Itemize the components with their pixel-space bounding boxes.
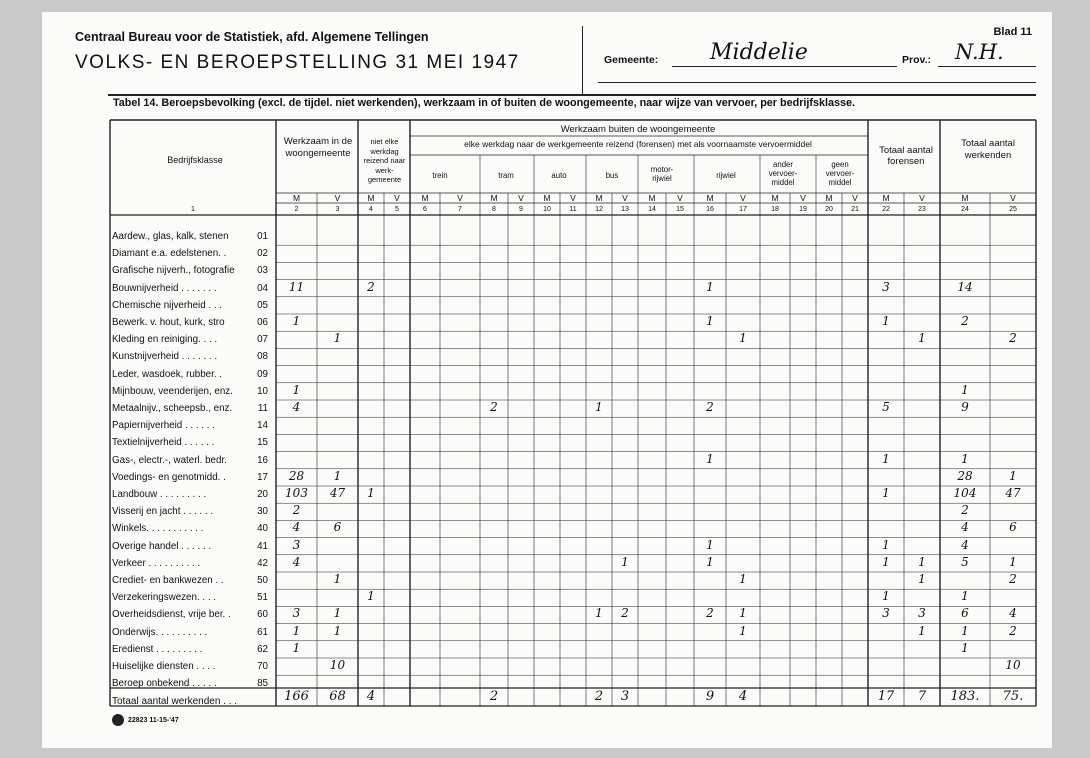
row-label: Visserij en jacht . . . . . . bbox=[112, 506, 214, 518]
handwritten-cell: 1 bbox=[961, 640, 969, 655]
row-code: 08 bbox=[257, 351, 268, 363]
column-number: 4 bbox=[369, 206, 373, 213]
col-header-auto: auto bbox=[551, 171, 567, 180]
col-header-elke-werkdag: elke werkdag naar de werkgemeente reizend (forensen) met als voornaamste vervoermiddel bbox=[464, 139, 812, 149]
row-label: Metaalnijv., scheepsb., enz. bbox=[112, 403, 233, 414]
header-v: V bbox=[677, 193, 683, 203]
handwritten-cell: 1 bbox=[333, 572, 342, 586]
handwritten-cell: 28 bbox=[288, 468, 305, 483]
handwritten-cell: 2 bbox=[1009, 331, 1017, 346]
handwritten-cell: 1 bbox=[333, 331, 342, 346]
header-m: M bbox=[771, 193, 779, 203]
handwritten-cell: 103 bbox=[285, 486, 308, 500]
handwritten-cell: 1 bbox=[706, 537, 714, 552]
header-m: M bbox=[292, 193, 301, 203]
handwritten-cell: 1 bbox=[333, 623, 342, 638]
handwritten-cell: 2 bbox=[1009, 572, 1017, 586]
handwritten-cell: 1 bbox=[961, 623, 969, 638]
form-title: VOLKS- EN BEROEPSTELLING 31 MEI 1947 bbox=[75, 52, 520, 73]
handwritten-cell: 1 bbox=[882, 314, 890, 328]
col-header-rijwiel: rijwiel bbox=[716, 171, 736, 180]
table-title: Tabel 14. Beroepsbevolking (excl. de tijdel. niet werkenden), werkzaam in of buiten de woongemeente, naar wijze van vervoer, per bedrijfsklasse. bbox=[113, 97, 856, 109]
column-number: 5 bbox=[395, 206, 399, 213]
total-cell: 9 bbox=[705, 689, 715, 704]
header-m: M bbox=[595, 193, 603, 203]
total-label: Totaal aantal werkenden . . . bbox=[112, 696, 238, 707]
total-cell: 7 bbox=[917, 689, 927, 704]
row-label: Papiernijverheid . . . . . . bbox=[112, 420, 215, 432]
gemeente-underline bbox=[672, 66, 897, 67]
handwritten-cell: 1 bbox=[706, 451, 714, 466]
column-number: 23 bbox=[918, 206, 926, 213]
header-m: M bbox=[961, 193, 969, 203]
row-label: Winkels. . . . . . . . . . . bbox=[112, 523, 204, 535]
row-label: Bewerk. v. hout, kurk, stro bbox=[112, 317, 225, 328]
header-m: M bbox=[367, 193, 375, 203]
row-code: 09 bbox=[257, 368, 268, 380]
total-cell: 2 bbox=[489, 689, 499, 704]
header-v: V bbox=[919, 193, 925, 203]
handwritten-cell: 104 bbox=[953, 486, 977, 500]
handwritten-cell: 1 bbox=[292, 314, 301, 328]
handwritten-cell: 1 bbox=[333, 468, 342, 483]
row-code: 61 bbox=[257, 626, 268, 638]
header-v: V bbox=[1010, 193, 1016, 203]
row-code: 07 bbox=[257, 334, 268, 346]
handwritten-cell: 4 bbox=[961, 537, 969, 552]
handwritten-cell: 1 bbox=[292, 640, 301, 655]
handwritten-cell: 1 bbox=[739, 331, 747, 346]
col-header-trein: trein bbox=[432, 171, 448, 180]
row-label: Crediet- en bankwezen . . bbox=[112, 575, 224, 586]
col-header-geen: geen vervoer-middel bbox=[825, 160, 855, 187]
row-label: Overige handel . . . . . . bbox=[112, 540, 212, 552]
row-code: 70 bbox=[257, 661, 268, 672]
col-header-werkzaam-in: Werkzaam in de woongemeente bbox=[283, 136, 353, 159]
handwritten-cell: 14 bbox=[957, 279, 973, 294]
handwritten-cell: 3 bbox=[882, 606, 890, 621]
header-m: M bbox=[882, 193, 890, 203]
row-code: 50 bbox=[257, 575, 268, 586]
handwritten-cell: 2 bbox=[706, 400, 714, 414]
handwritten-cell: 2 bbox=[621, 606, 629, 621]
row-label: Chemische nijverheid . . . bbox=[112, 299, 222, 311]
row-code: 17 bbox=[257, 471, 268, 483]
row-code: 04 bbox=[257, 282, 268, 294]
handwritten-cell: 1 bbox=[918, 623, 926, 638]
row-code: 06 bbox=[257, 317, 268, 328]
col-header-bus: bus bbox=[605, 171, 619, 180]
column-number: 9 bbox=[519, 206, 523, 213]
column-number: 2 bbox=[294, 206, 299, 213]
col-header-ander: ander vervoer-middel bbox=[768, 160, 798, 187]
header-rule bbox=[598, 82, 1036, 83]
handwritten-cell: 1 bbox=[1009, 554, 1017, 569]
col-header-buiten: Werkzaam buiten de woongemeente bbox=[560, 124, 716, 135]
handwritten-cell: 4 bbox=[961, 520, 969, 535]
handwritten-cell: 2 bbox=[961, 503, 969, 518]
row-label: Bouwnijverheid . . . . . . . bbox=[112, 282, 217, 294]
row-label: Verkeer . . . . . . . . . . bbox=[112, 557, 201, 569]
row-label: Mijnbouw, veenderijen, enz. bbox=[112, 385, 233, 397]
province-label: Prov.: bbox=[902, 54, 931, 66]
handwritten-cell: 47 bbox=[1005, 486, 1021, 500]
handwritten-cell: 4 bbox=[1009, 606, 1017, 621]
row-label: Beroep onbekend . . . . . bbox=[112, 678, 217, 690]
handwritten-cell: 1 bbox=[918, 331, 926, 346]
col-header-bedrijfsklasse: Bedrijfsklasse bbox=[167, 155, 223, 165]
gemeente-value: Middelie bbox=[710, 40, 808, 65]
handwritten-cell: 2 bbox=[292, 503, 301, 518]
handwritten-cell: 1 bbox=[595, 400, 603, 414]
total-cell: 2 bbox=[594, 689, 604, 704]
handwritten-cell: 3 bbox=[882, 279, 890, 294]
handwritten-cell: 1 bbox=[292, 623, 301, 638]
handwritten-cell: 1 bbox=[1009, 468, 1017, 483]
handwritten-cell: 1 bbox=[367, 589, 375, 604]
column-number: 7 bbox=[458, 206, 462, 213]
handwritten-cell: 1 bbox=[706, 314, 714, 328]
handwritten-cell: 10 bbox=[1005, 658, 1021, 672]
column-number: 1 bbox=[191, 206, 195, 213]
bureau-name: Centraal Bureau voor de Statistiek, afd. Algemene Tellingen bbox=[75, 30, 429, 44]
column-number: 10 bbox=[543, 206, 551, 213]
row-label: Kleding en reiniging. . . . bbox=[112, 334, 218, 346]
header-divider bbox=[582, 26, 583, 94]
row-code: 02 bbox=[257, 248, 268, 260]
header-v: V bbox=[852, 193, 858, 203]
header-v: V bbox=[334, 193, 341, 203]
handwritten-cell: 1 bbox=[882, 486, 890, 500]
handwritten-cell: 1 bbox=[292, 382, 301, 397]
column-number: 3 bbox=[335, 206, 340, 213]
total-cell: 183. bbox=[950, 689, 980, 704]
handwritten-cell: 2 bbox=[1009, 623, 1017, 638]
handwritten-cell: 3 bbox=[292, 537, 301, 552]
row-code: 62 bbox=[257, 643, 268, 655]
header-m: M bbox=[825, 193, 833, 203]
column-number: 17 bbox=[739, 206, 747, 213]
handwritten-cell: 1 bbox=[882, 554, 890, 569]
handwritten-cell: 5 bbox=[882, 400, 890, 414]
handwritten-cell: 5 bbox=[961, 554, 969, 569]
total-cell: 166 bbox=[284, 689, 309, 704]
total-cell: 4 bbox=[738, 689, 748, 704]
handwritten-cell: 1 bbox=[595, 606, 603, 621]
handwritten-cell: 1 bbox=[333, 606, 342, 621]
handwritten-cell: 11 bbox=[288, 279, 305, 294]
printer-stamp bbox=[112, 714, 179, 726]
row-label: Eredienst . . . . . . . . . bbox=[112, 643, 203, 655]
province-underline bbox=[938, 66, 1036, 67]
row-code: 60 bbox=[257, 609, 268, 621]
row-code: 85 bbox=[257, 678, 268, 690]
row-label: Voedings- en genotmidd. . bbox=[112, 471, 226, 483]
header-v: V bbox=[740, 193, 746, 203]
total-cell: 17 bbox=[877, 689, 895, 704]
col-header-tram: tram bbox=[498, 171, 514, 180]
printer-logo-icon bbox=[112, 714, 124, 726]
row-code: 11 bbox=[257, 403, 268, 414]
handwritten-cell: 10 bbox=[329, 658, 346, 672]
handwritten-cell: 47 bbox=[329, 486, 346, 500]
handwritten-cell: 1 bbox=[739, 572, 747, 586]
total-cell: 4 bbox=[366, 689, 376, 704]
column-number: 21 bbox=[851, 206, 859, 213]
handwritten-cell: 1 bbox=[882, 451, 890, 466]
form-header bbox=[75, 30, 580, 74]
column-number: 19 bbox=[799, 206, 807, 213]
census-form-sheet bbox=[42, 12, 1052, 748]
header-v: V bbox=[518, 193, 524, 203]
row-code: 20 bbox=[257, 489, 268, 500]
handwritten-cell: 3 bbox=[918, 606, 926, 621]
handwritten-cell: 1 bbox=[961, 589, 969, 604]
column-number: 20 bbox=[825, 206, 833, 213]
row-code: 42 bbox=[257, 557, 268, 569]
handwritten-cell: 1 bbox=[706, 554, 714, 569]
header-bottom-rule bbox=[108, 94, 1036, 96]
col-header-totaal-werkenden: Totaal aantal werkenden bbox=[961, 138, 1015, 161]
column-number: 11 bbox=[569, 206, 577, 213]
row-label: Textielnijverheid . . . . . . bbox=[112, 437, 215, 449]
handwritten-cell: 1 bbox=[621, 554, 629, 569]
row-label: Gas-, electr.-, waterl. bedr. bbox=[112, 454, 227, 466]
handwritten-cell: 1 bbox=[739, 606, 747, 621]
column-number: 16 bbox=[706, 206, 714, 213]
handwritten-cell: 4 bbox=[292, 520, 301, 535]
column-number: 6 bbox=[423, 206, 427, 213]
column-number: 24 bbox=[961, 206, 969, 213]
header-v: V bbox=[570, 193, 576, 203]
row-code: 03 bbox=[257, 265, 268, 277]
handwritten-cell: 1 bbox=[882, 589, 890, 604]
handwritten-cell: 28 bbox=[957, 468, 973, 483]
handwritten-cell: 6 bbox=[333, 520, 342, 535]
row-label: Verzekeringswezen. . . . bbox=[112, 592, 217, 604]
row-label: Kunstnijverheid . . . . . . . bbox=[112, 351, 218, 363]
handwritten-cell: 1 bbox=[918, 554, 926, 569]
handwritten-cell: 1 bbox=[961, 451, 969, 466]
printer-stamp-text: 22823 11-15-'47 bbox=[128, 716, 179, 724]
col-header-totaal-forensen: Totaal aantal forensen bbox=[879, 145, 933, 167]
row-code: 05 bbox=[257, 299, 268, 311]
row-label: Onderwijs. . . . . . . . . . bbox=[112, 626, 208, 638]
handwritten-cell: 9 bbox=[961, 400, 969, 414]
total-cell: 75. bbox=[1002, 689, 1024, 704]
province-value: N.H. bbox=[955, 40, 1004, 64]
row-code: 14 bbox=[257, 420, 268, 432]
row-code: 41 bbox=[257, 540, 268, 552]
row-code: 40 bbox=[257, 523, 268, 535]
column-number: 12 bbox=[595, 206, 603, 213]
header-m: M bbox=[648, 193, 656, 203]
handwritten-cell: 3 bbox=[292, 606, 301, 621]
handwritten-cell: 1 bbox=[367, 486, 375, 500]
header-v: V bbox=[800, 193, 806, 203]
row-code: 01 bbox=[257, 231, 268, 242]
handwritten-cell: 2 bbox=[961, 314, 969, 328]
row-label: Grafische nijverh., fotografie bbox=[112, 265, 235, 277]
row-label: Overheidsdienst, vrije ber. . bbox=[112, 609, 231, 621]
column-number: 14 bbox=[648, 206, 656, 213]
row-label: Leder, wasdoek, rubber. . bbox=[112, 368, 223, 380]
handwritten-cell: 1 bbox=[918, 572, 926, 586]
column-number: 13 bbox=[621, 206, 629, 213]
header-m: M bbox=[490, 193, 498, 203]
row-code: 16 bbox=[257, 454, 268, 466]
row-code: 51 bbox=[257, 592, 268, 604]
handwritten-cell: 2 bbox=[367, 279, 375, 294]
header-v: V bbox=[394, 193, 400, 203]
handwritten-cell: 2 bbox=[490, 400, 498, 414]
row-code: 15 bbox=[257, 437, 268, 449]
handwritten-cell: 1 bbox=[882, 537, 890, 552]
handwritten-cell: 1 bbox=[706, 279, 714, 294]
header-m: M bbox=[706, 193, 714, 203]
row-label: Huiselijke diensten . . . . bbox=[112, 661, 216, 672]
total-cell: 68 bbox=[329, 689, 346, 704]
row-code: 30 bbox=[257, 506, 268, 518]
handwritten-cell: 1 bbox=[961, 382, 969, 397]
column-number: 25 bbox=[1009, 206, 1017, 213]
sheet-number: Blad 11 bbox=[993, 26, 1032, 38]
handwritten-cell: 6 bbox=[1009, 520, 1017, 535]
row-label: Diamant e.a. edelstenen. . bbox=[112, 248, 227, 260]
header-m: M bbox=[421, 193, 429, 203]
col-header-motor: motor-rijwiel bbox=[650, 165, 674, 183]
header-m: M bbox=[543, 193, 551, 203]
header-v: V bbox=[622, 193, 628, 203]
column-number: 8 bbox=[492, 206, 496, 213]
gemeente-label: Gemeente: bbox=[604, 54, 659, 66]
row-label: Landbouw . . . . . . . . . bbox=[112, 489, 207, 500]
header-v: V bbox=[457, 193, 463, 203]
handwritten-cell: 4 bbox=[292, 554, 301, 569]
handwritten-cell: 1 bbox=[739, 623, 747, 638]
handwritten-cell: 2 bbox=[706, 606, 714, 621]
col-header-niet-elke: niet elke werkdag reizend naar werk-gemeente bbox=[363, 137, 406, 184]
handwritten-cell: 4 bbox=[292, 400, 301, 414]
column-number: 22 bbox=[882, 206, 890, 213]
row-label: Aardew., glas, kalk, stenen bbox=[112, 231, 229, 242]
row-code: 10 bbox=[257, 385, 268, 397]
handwritten-cell: 6 bbox=[961, 606, 969, 621]
total-cell: 3 bbox=[620, 689, 630, 704]
column-number: 18 bbox=[771, 206, 779, 213]
column-number: 15 bbox=[676, 206, 684, 213]
